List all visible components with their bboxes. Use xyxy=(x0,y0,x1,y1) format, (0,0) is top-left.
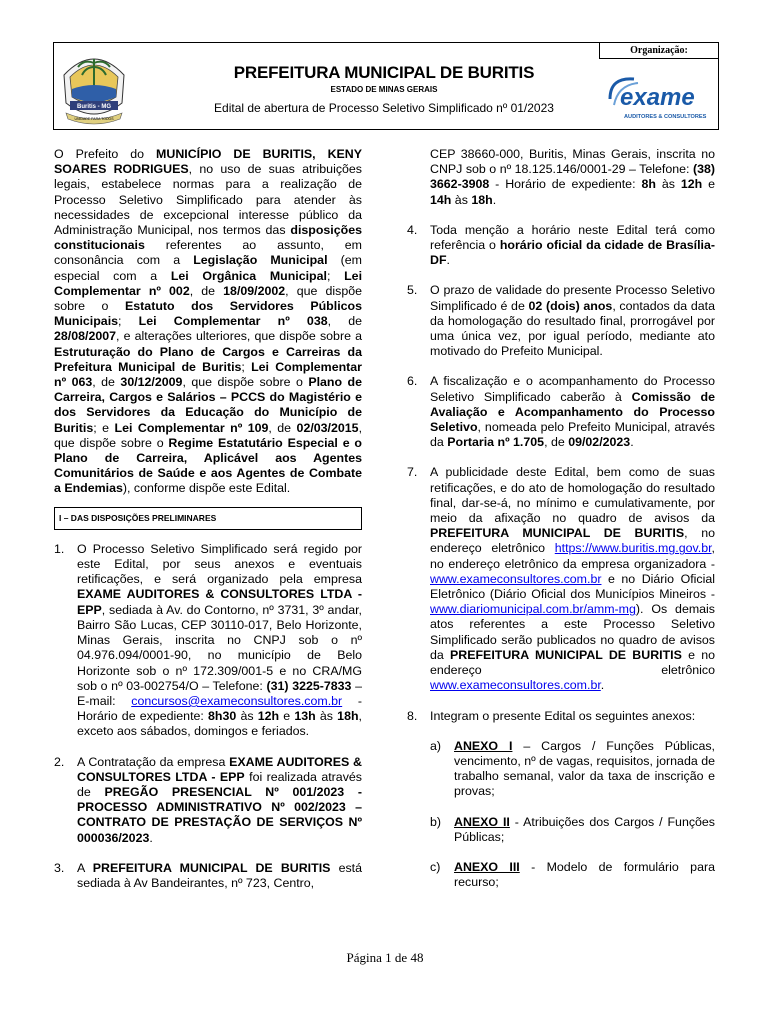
text-run: ; xyxy=(326,268,345,283)
item-number: 4. xyxy=(407,222,418,237)
annex-item xyxy=(430,815,715,845)
annex-text xyxy=(454,860,715,890)
text-run: foi realizada através de xyxy=(77,769,362,799)
bold-text: 30/12/2009 xyxy=(120,375,183,390)
text-run: O prazo de validade do presente Processo Seletivo Simplificado é de xyxy=(430,283,715,313)
item-text xyxy=(430,465,715,693)
page-subtitle: ESTADO DE MINAS GERAIS xyxy=(330,85,438,94)
buritis-seal-icon xyxy=(56,45,132,127)
text-run: ; xyxy=(241,359,252,374)
text-run: às xyxy=(315,709,338,724)
text-run: - Horário de expediente: xyxy=(489,177,642,192)
item-text xyxy=(430,709,715,724)
text-run: . xyxy=(492,192,497,207)
annex-list xyxy=(430,739,715,891)
bold-text: horário oficial da cidade de Brasília-DF xyxy=(430,238,716,268)
logo-subtext: AUDITORES & CONSULTORES xyxy=(624,114,707,120)
text-run: , de xyxy=(189,283,224,298)
section-heading: I – DAS DISPOSIÇÕES PRELIMINARES xyxy=(54,507,362,530)
bold-text: PREGÃO PRESENCIAL Nº 001/2023 - PROCESSO ADMINISTRATIVO Nº 002/2023 – CONTRATO DE PRESTAÇÃO DE SERVIÇOS Nº 000036/2023 xyxy=(77,784,362,845)
bold-text: Comissão de Avaliação e Acompanhamento do Processo Seletivo xyxy=(430,389,715,435)
list-item xyxy=(407,709,715,724)
bold-text: 14h xyxy=(430,192,452,207)
bold-text: 18h xyxy=(471,192,493,207)
item-number: 2. xyxy=(54,754,65,769)
item-text xyxy=(77,861,362,891)
bold-text: Lei Complementar nº 063 xyxy=(54,359,362,390)
annex-item xyxy=(430,860,715,890)
text-run: A xyxy=(77,860,93,875)
annex-letter: c) xyxy=(430,859,441,874)
text-run: O Processo Seletivo Simplificado será regido por este Edital, por seus anexos e eventuais retificações, e será organizado pela empresa xyxy=(77,541,362,587)
bold-text: Lei Complementar nº 109 xyxy=(114,420,269,435)
text-run: ; xyxy=(118,314,139,329)
text-run: , no endereço eletrônico da empresa organizadora - xyxy=(430,541,715,571)
text-run: , exceto aos sábados, domingos e feriados. xyxy=(77,709,362,739)
text-run: ). Os demais atos referentes a este Processo Seletivo Simplificado serão publicados no quadro de avisos da xyxy=(430,602,715,662)
bold-text: Legislação Municipal xyxy=(193,253,328,268)
page-number: Página 1 de 48 xyxy=(346,950,424,965)
bold-text: 8h xyxy=(641,177,656,192)
document-header xyxy=(53,42,719,130)
text-run: Toda menção a horário neste Edital terá como referência o xyxy=(430,222,715,253)
text-run: , nomeada pelo Prefeito Municipal, através da xyxy=(430,420,715,450)
text-run: , no uso de suas atribuições legais, estabelece normas para a realização de Processo Seletivo Simplificado para atender às necessidades de excepcional interesse público da Administração Municipal, nos termos das xyxy=(54,162,362,238)
list-item xyxy=(54,542,362,740)
text-run: ; e xyxy=(93,420,115,435)
link[interactable]: www.exameconsultores.com.br xyxy=(430,571,602,586)
bold-text: 12h xyxy=(257,709,280,724)
text-run: , e alterações ulteriores, que dispõe sobre a xyxy=(116,329,362,344)
text-run: (em especial com a xyxy=(54,253,362,283)
right-column xyxy=(407,147,715,890)
link[interactable]: www.diariomunicipal.com.br/amm-mg xyxy=(430,602,636,617)
text-run: O Prefeito do xyxy=(54,147,157,161)
continued-paragraph xyxy=(430,147,715,208)
bold-text: EXAME AUDITORES & CONSULTORES LTDA - EPP xyxy=(77,587,362,617)
annex-label: ANEXO II xyxy=(454,814,510,829)
annex-letter: a) xyxy=(430,738,442,753)
list-item xyxy=(407,374,715,450)
text-run: , de xyxy=(92,375,121,390)
text-run: , que dispõe sobre o xyxy=(54,420,363,450)
text-run: , de xyxy=(327,314,363,329)
annex-text xyxy=(454,815,715,845)
text-run: e no Diário Oficial Eletrônico (Diário Oficial dos Municípios Mineiros - xyxy=(430,571,715,602)
bold-text: 13h xyxy=(294,709,316,724)
item-text xyxy=(77,755,362,846)
text-run: , contados da data da homologação do resultado final, prorrogável por uma única vez, por igual período, mediante ato motivado do Prefeito Municipal. xyxy=(430,298,715,359)
annex-text xyxy=(454,739,715,800)
bold-text: 02/03/2015 xyxy=(296,420,359,435)
text-run: . xyxy=(149,830,153,845)
item-text xyxy=(430,374,715,450)
item-number: 6. xyxy=(407,374,418,389)
bold-text: Regime Estatutário Especial e o Plano de Carreira, Aplicável aos Agentes Comunitários de Saúde e aos Agentes de Combate a Endemias xyxy=(54,435,362,496)
edital-title: Edital de abertura de Processo Seletivo Simplificado nº 01/2023 xyxy=(214,101,554,115)
item-text xyxy=(77,542,362,740)
list-item xyxy=(407,223,715,269)
text-run: , sediada à Av. do Contorno, nº 3731, 3º andar, Bairro São Lucas, CEP 30110-017, Belo Horizonte, Minas Gerais, inscrita no CNPJ sob o nº 04.976.094/0001-90, no município de Belo Horizonte sob o nº 172.309/001-5 e no CRA/MG sob o nº 03-002754/O – Telefone: xyxy=(77,602,362,693)
item-number: 8. xyxy=(407,708,418,723)
exame-logo-icon xyxy=(604,71,714,127)
text-run: ), conforme dispõe este Edital. xyxy=(122,481,291,496)
bold-text: EXAME AUDITORES & CONSULTORES LTDA - EPP xyxy=(77,754,362,784)
right-items-list xyxy=(407,223,715,724)
item-number: 3. xyxy=(54,860,65,875)
text-run: A Contratação da empresa xyxy=(77,754,230,769)
bold-text: (31) 3225-7833 xyxy=(266,678,352,693)
bold-text: Plano de Carreira, Cargos e Salários – PCCS do Magistério e dos Servidores da Educação do Município de Buritis xyxy=(54,375,362,435)
list-item xyxy=(54,755,362,846)
text-run: e no endereço eletrônico xyxy=(430,647,716,678)
text-run: e xyxy=(702,177,715,192)
bold-text: 02 (dois) anos xyxy=(528,298,613,313)
logo-text: exame xyxy=(620,84,695,111)
bold-text: MUNICÍPIO DE BURITIS, KENY SOARES RODRIGUES xyxy=(54,147,362,177)
item-number: 5. xyxy=(407,283,418,298)
text-run: CEP 38660-000, Buritis, Minas Gerais, inscrita no CNPJ sob o nº 18.125.146/0001-29 – Telefone: xyxy=(430,147,715,177)
bold-text: PREFEITURA MUNICIPAL DE BURITIS xyxy=(450,647,682,662)
bold-text: (38) 3662-3908 xyxy=(430,162,715,192)
intro-paragraph xyxy=(54,147,362,497)
bold-text: 12h xyxy=(680,177,703,192)
annex-label: ANEXO I xyxy=(454,738,513,753)
bold-text: Estatuto dos Servidores Públicos Municipais xyxy=(54,299,362,329)
text-run: A fiscalização e o acompanhamento do Processo Seletivo Simplificado caberão à xyxy=(430,374,715,404)
text-run: referentes ao assunto, em consonância com a xyxy=(54,238,362,268)
text-run: , que dispõe sobre o xyxy=(54,283,362,314)
text-run: – E-mail: xyxy=(77,678,362,708)
text-run: . xyxy=(630,435,634,450)
organization-label: Organização: xyxy=(599,43,718,59)
bold-text: Lei Complementar nº 002 xyxy=(54,268,363,298)
text-run: e xyxy=(279,709,295,724)
text-run: . xyxy=(600,678,605,693)
text-run: está sediada à Av Bandeirantes, nº 723, Centro, xyxy=(77,860,362,890)
bold-text: Portaria nº 1.705 xyxy=(447,435,545,450)
bold-text: 28/08/2007 xyxy=(54,329,117,344)
bold-text: 09/02/2023 xyxy=(568,435,631,450)
text-run: , de xyxy=(544,435,569,450)
list-item xyxy=(407,283,715,359)
item-text xyxy=(430,223,715,269)
left-items-list xyxy=(54,542,362,891)
bold-text: PREFEITURA MUNICIPAL DE BURITIS xyxy=(430,526,685,541)
page-title: PREFEITURA MUNICIPAL DE BURITIS xyxy=(233,63,535,82)
text-run: , no endereço eletrônico xyxy=(430,526,715,556)
seal-text: Buritis - MG xyxy=(77,104,111,110)
text-run: A publicidade deste Edital, bem como de suas retificações, e do ato de homologação do resultado final, dar-se-á, no mínimo e cumulativamente, por meio da afixação no quadro de avisos da xyxy=(430,465,715,526)
bold-text: Lei Complementar nº 038 xyxy=(138,314,328,329)
bold-text: Lei Orgânica Municipal xyxy=(170,268,327,283)
annex-description: – Cargos / Funções Públicas, vencimento, nº de vagas, requisitos, jornada de trabalho semanal, valor da taxa de inscrição e provas; xyxy=(454,738,716,799)
bold-text: 18h xyxy=(337,709,359,724)
text-run: às xyxy=(451,192,472,207)
text-run: , que dispõe sobre o xyxy=(182,375,309,390)
text-run: . xyxy=(446,253,450,268)
item-number: 1. xyxy=(54,541,65,556)
text-run: - Horário de expediente: xyxy=(77,693,362,724)
link[interactable]: concursos@exameconsultores.com.br xyxy=(131,693,343,708)
text-run: Integram o presente Edital os seguintes anexos: xyxy=(430,708,696,723)
bold-text: PREFEITURA MUNICIPAL DE BURITIS xyxy=(92,860,331,875)
list-item xyxy=(54,861,362,891)
text-run: às xyxy=(236,709,258,724)
link[interactable]: https://www.buritis.mg.gov.br xyxy=(554,541,712,556)
bold-text: disposições constitucionais xyxy=(54,223,362,253)
annex-description: - Modelo de formulário para recurso; xyxy=(454,859,715,890)
left-column xyxy=(54,147,362,891)
text-run: , de xyxy=(268,420,297,435)
text-run: às xyxy=(655,177,681,192)
link[interactable]: www.exameconsultores.com.br xyxy=(430,678,601,693)
item-number: 7. xyxy=(407,465,418,480)
annex-description: - Atribuições dos Cargos / Funções Públicas; xyxy=(454,814,716,844)
annex-label: ANEXO III xyxy=(454,859,520,874)
list-item xyxy=(407,465,715,693)
annex-letter: b) xyxy=(430,814,442,829)
annex-item xyxy=(430,739,715,800)
seal-motto: UNIDADE PARA TODOS xyxy=(74,117,114,121)
bold-text: Estruturação do Plano de Cargos e Carreiras da Prefeitura Municipal de Buritis xyxy=(54,344,362,374)
bold-text: 18/09/2002 xyxy=(223,283,286,298)
item-text xyxy=(430,283,715,359)
bold-text: 8h30 xyxy=(208,709,237,724)
